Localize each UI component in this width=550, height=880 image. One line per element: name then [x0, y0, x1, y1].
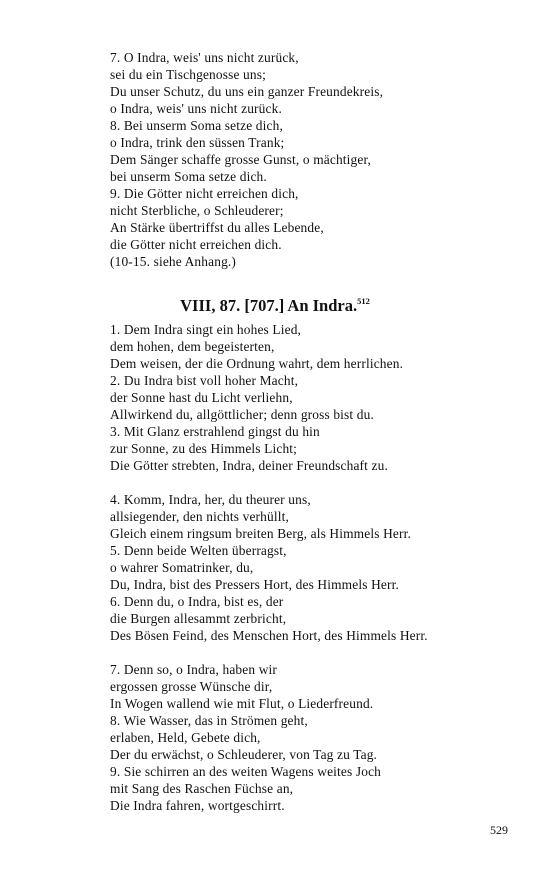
verse-block-stanzas-4-6 — [110, 491, 510, 644]
verse-line: Du, Indra, bist des Pressers Hort, des Himmels Herr. — [110, 577, 399, 592]
verse-block-hymn-end — [110, 49, 510, 270]
verse-line: 1. Dem Indra singt ein hohes Lied, — [110, 322, 302, 337]
verse-line: Der du erwächst, o Schleuderer, von Tag zu Tag. — [110, 747, 378, 762]
verse-line: 4. Komm, Indra, her, du theurer uns, — [110, 492, 311, 507]
verse-line: mit Sang des Raschen Füchse an, — [110, 781, 294, 796]
verse-line: 2. Du Indra bist voll hoher Macht, — [110, 373, 299, 388]
verse-line: Des Bösen Feind, des Menschen Hort, des Himmels Herr. — [110, 628, 428, 643]
verse-line: die Burgen allesammt zerbricht, — [110, 611, 287, 626]
verse-line: allsiegender, den nichts verhüllt, — [110, 509, 289, 524]
verse-block-stanzas-1-3 — [110, 321, 510, 474]
verse-line: 9. Die Götter nicht erreichen dich, — [110, 186, 299, 201]
verse-line: 9. Sie schirren an des weiten Wagens weites Joch — [110, 764, 382, 779]
verse-line: Dem weisen, der die Ordnung wahrt, dem herrlichen. — [110, 356, 404, 371]
verse-line: 8. Wie Wasser, das in Strömen geht, — [110, 713, 308, 728]
verse-line: dem hohen, dem begeisterten, — [110, 339, 275, 354]
hymn-heading-title: VIII, 87. [707.] An Indra. — [180, 296, 358, 315]
verse-line: 3. Mit Glanz erstrahlend gingst du hin — [110, 424, 320, 439]
verse-line: zur Sonne, zu des Himmels Licht; — [110, 441, 298, 456]
verse-line: 7. Denn so, o Indra, haben wir — [110, 662, 278, 677]
verse-line: Allwirkend du, allgöttlicher; denn gross bist du. — [110, 407, 374, 422]
verse-line: o Indra, weis' uns nicht zurück. — [110, 101, 282, 116]
verse-line: (10-15. siehe Anhang.) — [110, 254, 237, 269]
verse-line: erlaben, Held, Gebete dich, — [110, 730, 261, 745]
verse-line: o Indra, trink den süssen Trank; — [110, 135, 285, 150]
verse-line: 5. Denn beide Welten überragst, — [110, 543, 287, 558]
verse-line: In Wogen wallend wie mit Flut, o Liederfreund. — [110, 696, 374, 711]
verse-line: Die Götter strebten, Indra, deiner Freundschaft zu. — [110, 458, 388, 473]
verse-line: 7. O Indra, weis' uns nicht zurück, — [110, 50, 299, 65]
page-number: 529 — [490, 823, 508, 837]
verse-line: ergossen grosse Wünsche dir, — [110, 679, 273, 694]
verse-line: der Sonne hast du Licht verliehn, — [110, 390, 293, 405]
verse-line: 6. Denn du, o Indra, bist es, der — [110, 594, 284, 609]
verse-line: o wahrer Somatrinker, du, — [110, 560, 254, 575]
verse-line: Dem Sänger schaffe grosse Gunst, o mächtiger, — [110, 152, 372, 167]
footnote-marker[interactable]: 512 — [357, 296, 370, 306]
verse-line: An Stärke übertriffst du alles Lebende, — [110, 220, 324, 235]
verse-line: bei unserm Soma setze dich. — [110, 169, 267, 184]
verse-line: nicht Sterbliche, o Schleuderer; — [110, 203, 284, 218]
verse-line: Die Indra fahren, wortgeschirrt. — [110, 798, 285, 813]
verse-line: Du unser Schutz, du uns ein ganzer Freundekreis, — [110, 84, 384, 99]
hymn-heading — [0, 291, 550, 316]
verse-line: sei du ein Tischgenosse uns; — [110, 67, 266, 82]
verse-line: 8. Bei unserm Soma setze dich, — [110, 118, 283, 133]
verse-line: die Götter nicht erreichen dich. — [110, 237, 282, 252]
verse-block-stanzas-7-9 — [110, 661, 510, 814]
verse-line: Gleich einem ringsum breiten Berg, als Himmels Herr. — [110, 526, 411, 541]
